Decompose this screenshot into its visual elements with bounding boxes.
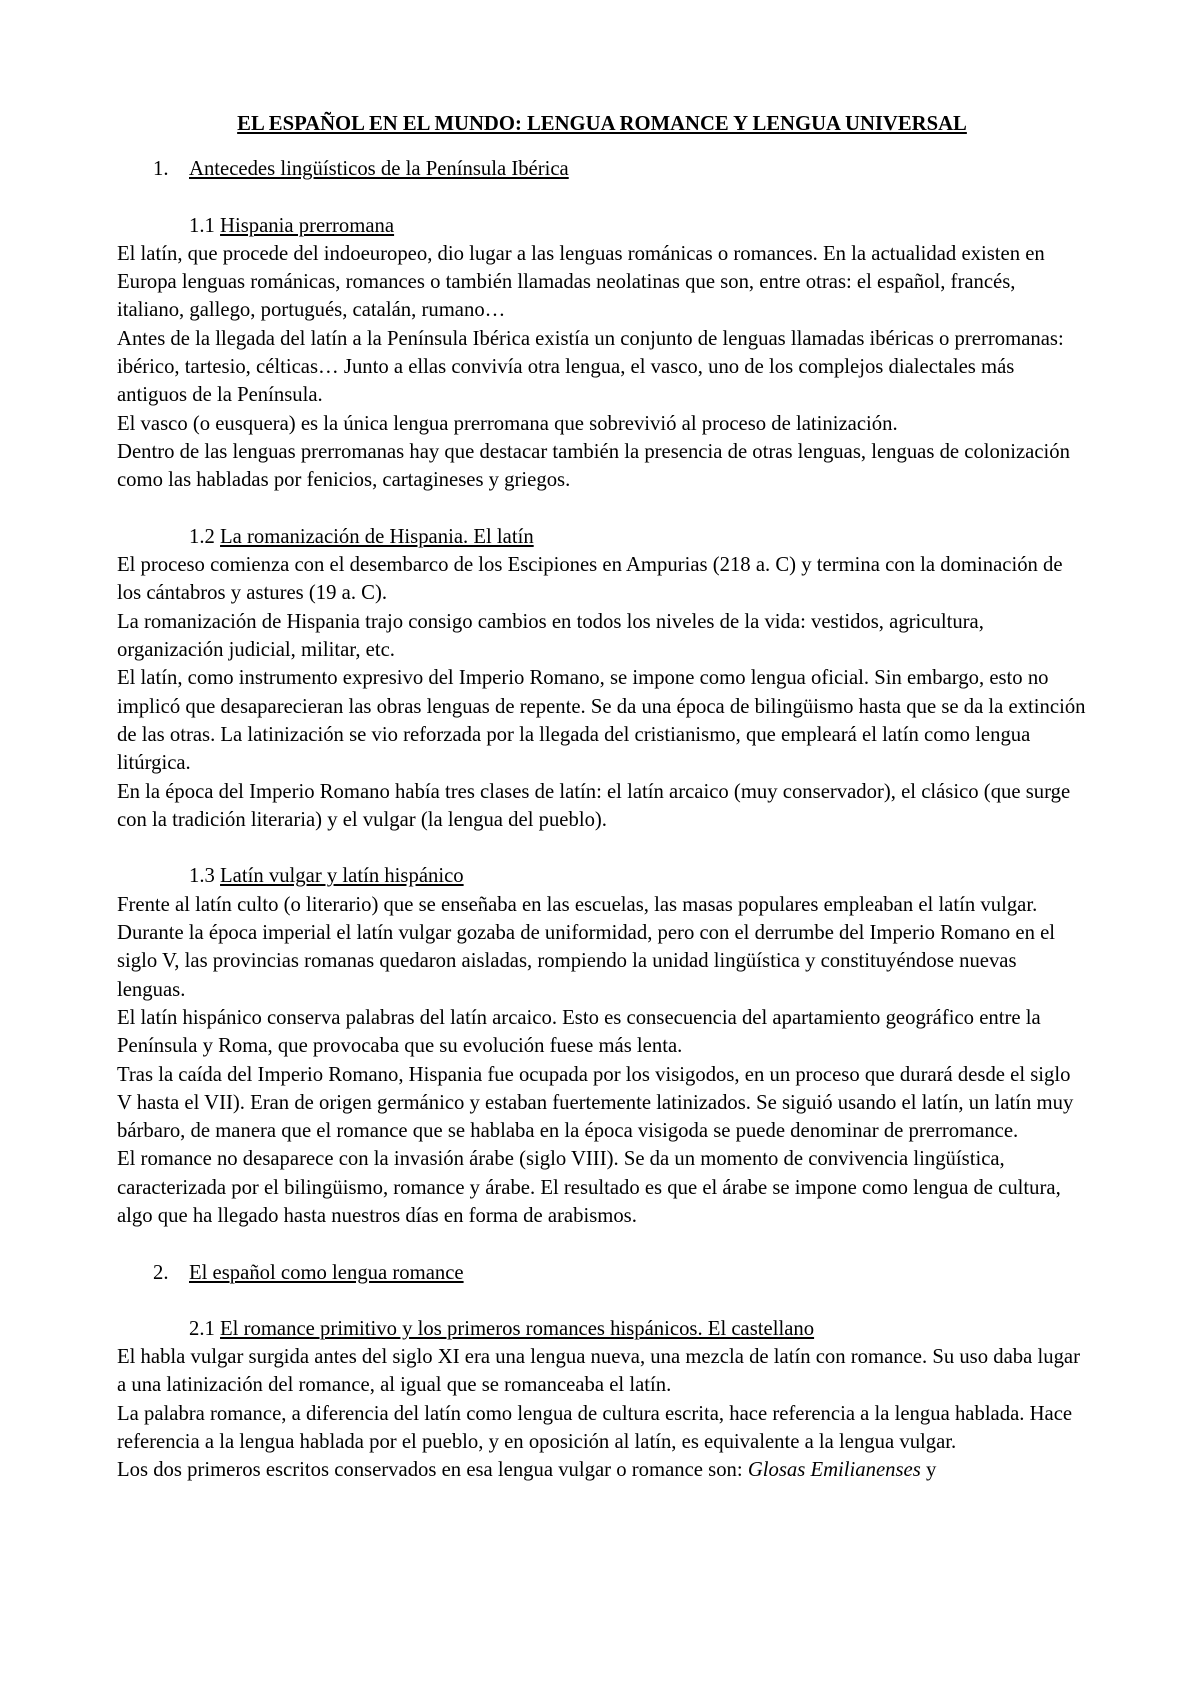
subsection-1-2-title: La romanización de Hispania. El latín <box>220 525 534 548</box>
paragraph-1-3-2: Durante la época imperial el latín vulgar gozaba de uniformidad, pero con el derrumbe del Imperio Romano en el siglo V, las provincias romanas quedaron aisladas, rompiendo la unidad lingüística y constituyéndose nuevas lenguas. <box>117 922 1056 1001</box>
subsection-2-1-title: El romance primitivo y los primeros romances hispánicos. El castellano <box>220 1317 815 1340</box>
paragraph-2-1-2: La palabra romance, a diferencia del latín como lengua de cultura escrita, hace referencia a la lengua hablada. Hace referencia a la lengua hablada por el pueblo, y en oposición al latín, es equivalente a la lengua vulgar. <box>117 1402 1073 1454</box>
paragraph-2-1-3 <box>117 1456 1087 1484</box>
subsection-1-1-heading <box>117 212 1087 240</box>
paragraph-1-1-4: Dentro de las lenguas prerromanas hay que destacar también la presencia de otras lenguas, lenguas de colonización como las habladas por fenicios, cartagineses y griegos. <box>117 440 1070 492</box>
subsection-1-2-number: 1.2 <box>189 525 215 548</box>
paragraph-2-1-3-tail: y <box>920 1459 937 1482</box>
document-title: EL ESPAÑOL EN EL MUNDO: LENGUA ROMANCE Y LENGUA UNIVERSAL <box>237 113 967 135</box>
paragraph-1-3-5: El romance no desaparece con la invasión árabe (siglo VIII). Se da un momento de convivencia lingüística, caracterizada por el bilingüismo, romance y árabe. El resultado es que el árabe se impone como lengua de cultura, algo que ha llegado hasta nuestros días en forma de arabismos. <box>117 1148 1061 1227</box>
subsection-1-3-title: Latín vulgar y latín hispánico <box>220 865 464 888</box>
section-2-number: 2. <box>153 1261 169 1284</box>
paragraph-1-2-3: El latín, como instrumento expresivo del Imperio Romano, se impone como lengua oficial. Sin embargo, esto no implicó que desaparecieran las obras lenguas de repente. Se da una época de bilingüismo hasta que se da la extinción de las otras. La latinización se vio reforzada por la llegada del cristianismo, que empleará el latín como lengua litúrgica. <box>117 667 1086 775</box>
section-1-number: 1. <box>153 158 169 181</box>
section-2-title: El español como lengua romance <box>189 1261 464 1284</box>
subsection-1-1-number: 1.1 <box>189 214 215 237</box>
section-1-heading <box>117 155 1087 183</box>
paragraph-1-3-1: Frente al latín culto (o literario) que se enseñaba en las escuelas, las masas populares empleaban el latín vulgar. <box>117 893 1038 916</box>
paragraph-2-1-3-lead: Los dos primeros escritos conservados en esa lengua vulgar o romance son: <box>117 1459 748 1482</box>
subsection-1-3-heading <box>117 862 1087 890</box>
paragraph-1-3-4: Tras la caída del Imperio Romano, Hispania fue ocupada por los visigodos, en un proceso que durará desde el siglo V hasta el VII). Eran de origen germánico y estaban fuertemente latinizados. Se siguió usando el latín, un latín muy bárbaro, de manera que el romance que se hablaba en la época visigoda se puede denominar de prerromance. <box>117 1063 1074 1143</box>
paragraph-1-2-1: El proceso comienza con el desembarco de los Escipiones en Ampurias (218 a. C) y termina con la dominación de los cántabros y astures (19 a. C). <box>117 554 1063 605</box>
paragraph-1-1-1: El latín, que procede del indoeuropeo, dio lugar a las lenguas románicas o romances. En la actualidad existen en Europa lenguas románicas, romances o también llamadas neolatinas que son, entre otras: el español, francés, italiano, gallego, portugués, catalán, rumano… <box>117 242 1045 322</box>
paragraph-1-2-4: En la época del Imperio Romano había tres clases de latín: el latín arcaico (muy conservador), el clásico (que surge con la tradición literaria) y el vulgar (la lengua del pueblo). <box>117 780 1071 831</box>
subsection-1-2-heading <box>117 523 1087 551</box>
paragraph-1-3-3: El latín hispánico conserva palabras del latín arcaico. Esto es consecuencia del apartamiento geográfico entre la Península y Roma, que provocaba que su evolución fuese más lenta. <box>117 1006 1041 1058</box>
subsection-2-1-heading <box>117 1315 1087 1343</box>
paragraph-1-2-2: La romanización de Hispania trajo consigo cambios en todos los niveles de la vida: vestidos, agricultura, organización judicial, militar, etc. <box>117 610 984 662</box>
subsection-1-1-title: Hispania prerromana <box>220 214 395 237</box>
paragraph-1-1-2: Antes de la llegada del latín a la Península Ibérica existía un conjunto de lenguas llamadas ibéricas o prerromanas: ibérico, tartesio, célticas… Junto a ellas convivía otra lengua, el vasco, uno de los complejos dialectales más antiguos de la Península. <box>117 327 1064 407</box>
section-1-title: Antecedes lingüísticos de la Península Ibérica <box>189 158 569 181</box>
paragraph-2-1-3-italic: Glosas Emilianenses <box>747 1459 921 1482</box>
paragraph-1-1-3: El vasco (o eusquera) es la única lengua prerromana que sobrevivió al proceso de latinización. <box>117 412 898 435</box>
paragraph-2-1-1: El habla vulgar surgida antes del siglo XI era una lengua nueva, una mezcla de latín con romance. Su uso daba lugar a una latinización del romance, al igual que se romanceaba el latín. <box>117 1346 1080 1397</box>
subsection-2-1-number: 2.1 <box>189 1317 215 1340</box>
document-page <box>117 110 1087 1485</box>
subsection-1-3-number: 1.3 <box>189 865 215 888</box>
section-2-heading <box>117 1259 1087 1287</box>
